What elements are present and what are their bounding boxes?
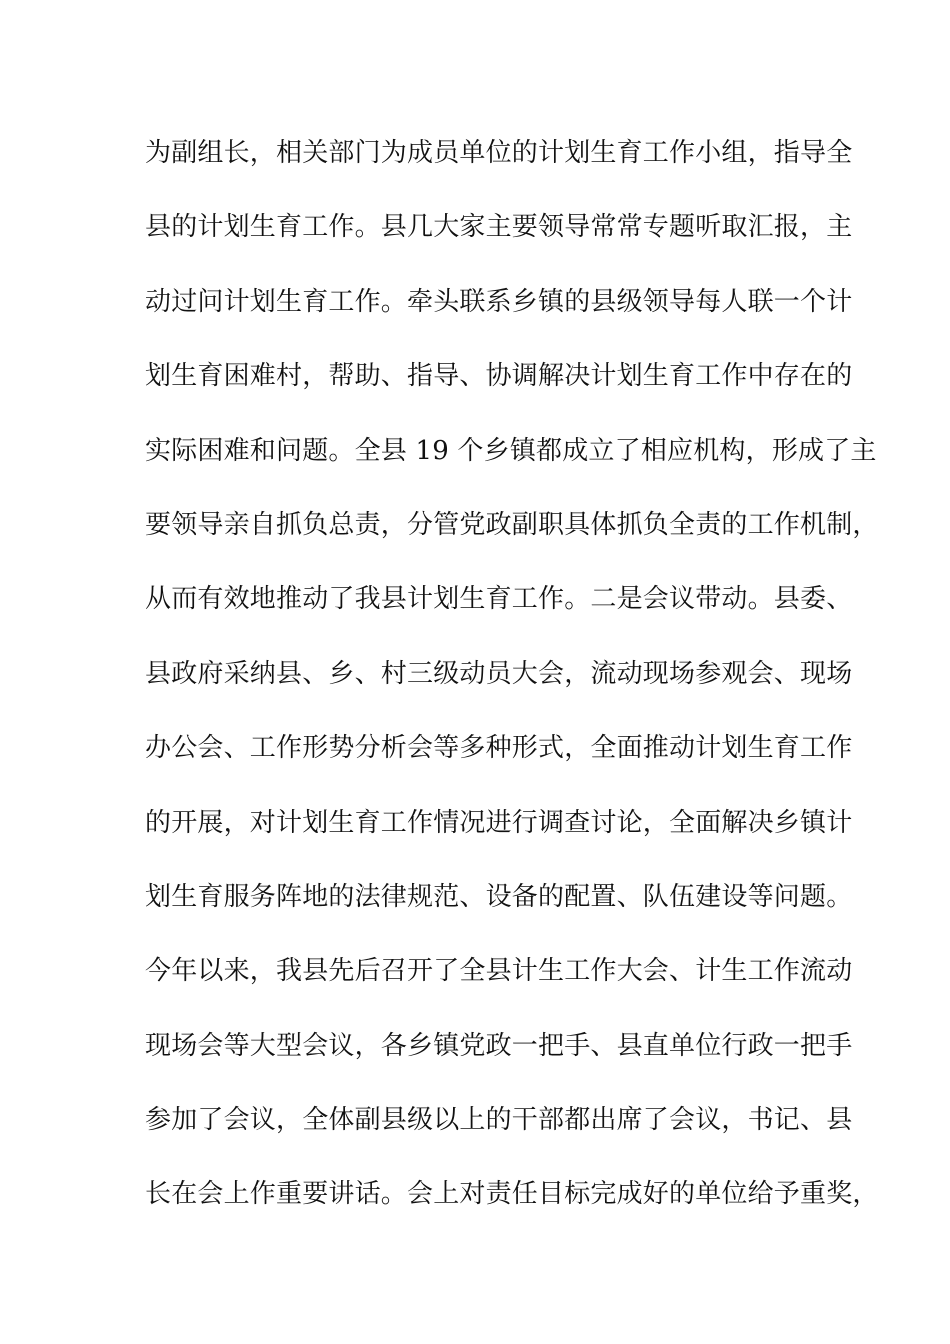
text-line-13: 现场会等大型会议，各乡镇党政一把手、县直单位行政一把手 [145,1030,853,1061]
text-line-2: 县的计划生育工作。县几大家主要领导常常专题听取汇报，主 [145,212,853,243]
text-line-4: 划生育困难村，帮助、指导、协调解决计划生育工作中存在的 [145,361,853,392]
text-line-10: 的开展，对计划生育工作情况进行调查讨论，全面解决乡镇计 [145,807,853,838]
body-text [145,132,879,1248]
text-line-12: 今年以来，我县先后召开了全县计生工作大会、计生工作流动 [145,956,853,987]
text-line-7: 从而有效地推动了我县计划生育工作。二是会议带动。县委、 [145,584,853,615]
text-line-8: 县政府采纳县、乡、村三级动员大会，流动现场参观会、现场 [145,658,853,689]
text-line-9: 办公会、工作形势分析会等多种形式，全面推动计划生育工作 [145,733,853,764]
text-line-5: 实际困难和问题。全县 19 个乡镇都成立了相应机构，形成了主 [145,435,877,466]
text-line-14: 参加了会议，全体副县级以上的干部都出席了会议，书记、县 [145,1105,853,1136]
text-line-11: 划生育服务阵地的法律规范、设备的配置、队伍建设等问题。 [145,881,853,912]
text-line-15: 长在会上作重要讲话。会上对责任目标完成好的单位给予重奖， [145,1179,879,1210]
text-line-1: 为副组长，相关部门为成员单位的计划生育工作小组，指导全 [145,138,853,168]
text-line-6: 要领导亲自抓负总责，分管党政副职具体抓负全责的工作机制， [145,509,879,540]
text-line-3: 动过问计划生育工作。牵头联系乡镇的县级领导每人联一个计 [145,286,853,317]
